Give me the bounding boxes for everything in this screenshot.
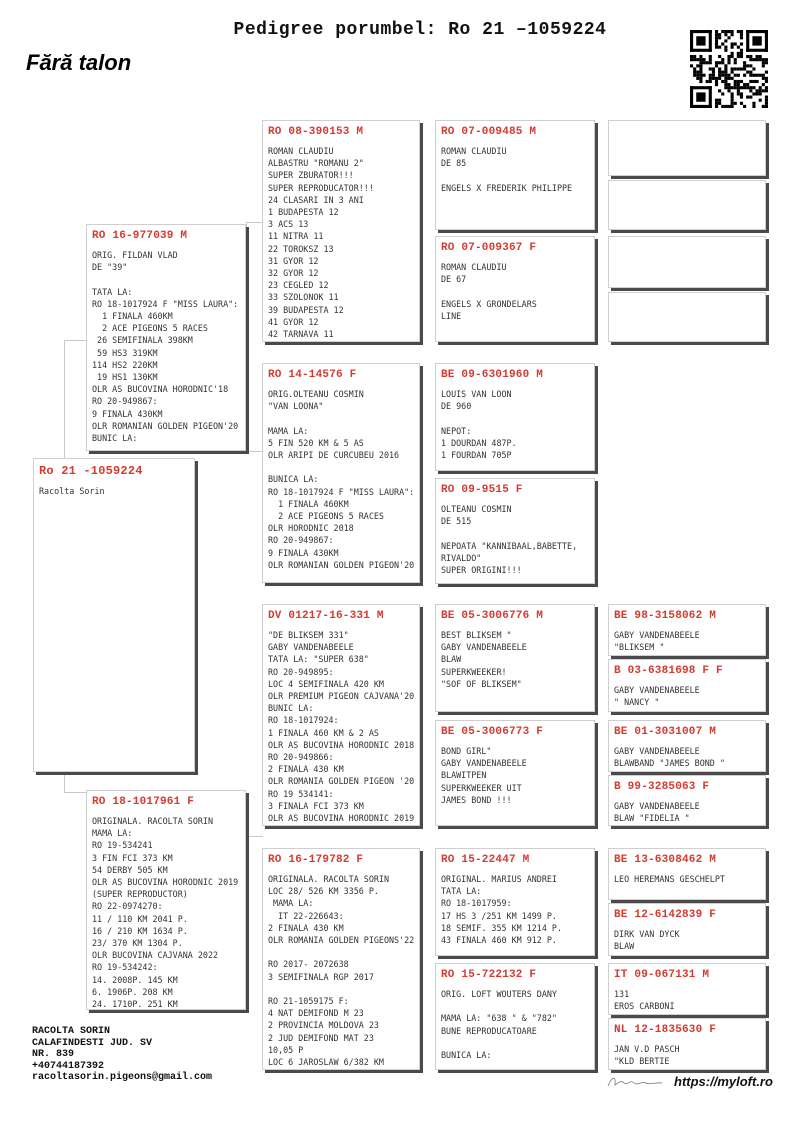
ring-number: RO 15-722132 F	[441, 969, 537, 981]
pedigree-info-line: 39 BUDAPESTA 12	[268, 304, 344, 315]
pedigree-info-line: 11 / 110 KM 2041 P.	[92, 913, 188, 924]
pedigree-info-line: DE "39"	[92, 262, 128, 273]
pedigree-info-line: 14. 2008P. 145 KM	[92, 974, 178, 985]
page-title: Pedigree porumbel: Ro 21 –1059224	[233, 20, 607, 40]
pedigree-info-line: RO 18-1017959:	[441, 898, 512, 909]
pedigree-info-line	[441, 169, 589, 181]
pedigree-info-line: 2 ACE PIGEONS 5 RACES	[268, 511, 384, 522]
pedigree-info-line: 22 TOROKSZ 13	[268, 243, 334, 254]
pedigree-info-line: TATA LA:	[441, 886, 482, 897]
pedigree-info-line: BLAWITPEN	[441, 770, 487, 781]
pedigree-info-line	[441, 285, 589, 297]
pedigree-info-line: 1 FOURDAN 705P	[441, 450, 512, 461]
pedigree-info-line: EROS CARBONI	[614, 1001, 675, 1012]
pedigree-info-line: TATA LA: "SUPER 638"	[268, 654, 369, 665]
pedigree-card-sdd[interactable]	[435, 478, 595, 584]
pedigree-info-line: 1 FINALA 460KM	[92, 311, 173, 322]
pedigree-info-line: 24. 1710P. 251 KM	[92, 999, 178, 1010]
pedigree-info-line: MAMA LA:	[268, 898, 314, 909]
pedigree-info-line: DIRK VAN DYCK	[614, 929, 680, 939]
ring-number: BE 09-6301960 M	[441, 369, 544, 381]
pedigree-info-line: 10,05 P	[268, 1044, 304, 1055]
pedigree-info-line: 3 FIN FCI 373 KM	[92, 852, 173, 863]
pedigree-info-line	[268, 412, 414, 424]
pedigree-info-line: OLR ROMANIA GOLDEN PIGEONS'22	[268, 935, 415, 946]
pedigree-info-line: ALBASTRU "ROMANU 2"	[268, 158, 364, 169]
pedigree-info-line: Racolta Sorin	[39, 486, 105, 496]
pedigree-info-line: 18 SEMIF. 355 KM 1214 P.	[441, 922, 563, 933]
pedigree-info-line: 43 FINALA 460 KM 912 P.	[441, 935, 557, 946]
pedigree-info-line: RO 20-949895:	[268, 666, 334, 677]
pedigree-card-g4-5[interactable]	[608, 604, 766, 656]
pedigree-info-line: BLAWBAND "JAMES BOND "	[614, 758, 725, 769]
connector	[64, 772, 87, 793]
pedigree-info-line: "KLD BERTIE	[614, 1056, 670, 1067]
pedigree-card-g4-11[interactable]	[608, 963, 766, 1015]
pedigree-info-line: BUNE REPRODUCATOARE	[441, 1025, 537, 1036]
pedigree-info-line: BLAW	[614, 941, 635, 952]
pedigree-info-line: MAMA LA:	[268, 425, 309, 436]
pedigree-info-line: "VAN LOONA"	[268, 401, 324, 412]
pedigree-card-dam[interactable]	[86, 790, 246, 1010]
ring-number: RO 16-179782 F	[268, 854, 364, 866]
pedigree-info-line: DE 85	[441, 158, 467, 169]
pedigree-info-line: BLAW "FIDELIA "	[614, 813, 690, 824]
ring-number: Ro 21 -1059224	[39, 464, 143, 478]
pedigree-info-line: 41 GYOR 12	[268, 316, 319, 327]
pedigree-card-g4-3[interactable]	[608, 236, 766, 288]
pedigree-card-ddd[interactable]	[435, 963, 595, 1070]
pedigree-card-dsd[interactable]	[435, 720, 595, 826]
owner-phone: +40744187392	[32, 1060, 105, 1072]
pedigree-info-line: MAMA LA: "638 " & "782"	[441, 1013, 557, 1024]
pedigree-info-line: IT 22-226643:	[268, 910, 344, 921]
pedigree-info-line: "DE BLIKSEM 331"	[268, 630, 349, 640]
pedigree-info-line: 2 JUD DEMIFOND MAT 23	[268, 1032, 374, 1043]
pedigree-info-line	[441, 412, 589, 424]
pedigree-info-line: 19 HS1 130KM	[92, 372, 158, 383]
pedigree-card-subject[interactable]	[33, 458, 195, 772]
pedigree-info-line: RO 18-1017924 F "MISS LAURA":	[268, 486, 415, 497]
pedigree-info-line: GABY VANDENABEELE	[441, 758, 527, 769]
connector	[64, 340, 87, 459]
pedigree-info-line: ROMAN CLAUDIU	[268, 146, 334, 156]
ring-number: B 99-3285063 F	[614, 781, 710, 793]
pedigree-info-line: GABY VANDENABEELE	[441, 642, 527, 653]
ring-number: RO 16-977039 M	[92, 230, 188, 242]
pedigree-info-line: 6. 1906P. 208 KM	[92, 986, 173, 997]
pedigree-info-line: "BLIKSEM "	[614, 642, 665, 653]
pedigree-info-line: NEPOT:	[441, 425, 472, 436]
pedigree-info-line: LOUIS VAN LOON	[441, 389, 512, 399]
ring-number: RO 18-1017961 F	[92, 796, 195, 808]
website-link[interactable]: https://myloft.ro	[674, 1074, 773, 1089]
owner-line: RACOLTA SORIN	[32, 1026, 111, 1037]
pedigree-info-line: BUNICA LA:	[441, 1050, 492, 1061]
pedigree-info-line: NEPOATA "KANNIBAAL,BABETTE,	[441, 540, 578, 551]
pedigree-card-sss[interactable]	[435, 120, 595, 230]
pedigree-info-line: " NANCY "	[614, 697, 660, 708]
pedigree-info-line: 42 TARNAVA 11	[268, 329, 334, 340]
pedigree-info-line: RO 19-534242:	[92, 962, 158, 973]
pedigree-info-line: 16 / 210 KM 1634 P.	[92, 925, 188, 936]
pedigree-info-line: RO 22-0974270:	[92, 901, 163, 912]
qr-code-icon[interactable]	[690, 30, 768, 108]
pedigree-info-line: 26 SEMIFINALA 398KM	[92, 335, 193, 346]
pedigree-info-line: RO 20-949867:	[92, 396, 158, 407]
pedigree-info-line: GABY VANDENABEELE	[614, 746, 700, 756]
ring-number: NL 12-1835630 F	[614, 1024, 717, 1036]
pedigree-info-line: SUPERKWEEKER UIT	[441, 782, 522, 793]
pedigree-info-line	[92, 273, 240, 285]
ring-number: BE 05-3006776 M	[441, 610, 544, 622]
pedigree-info-line	[268, 983, 414, 995]
pedigree-card-sire-sire[interactable]	[262, 120, 420, 342]
ring-number: RO 08-390153 M	[268, 126, 364, 138]
pedigree-info-line: BUNIC LA:	[92, 433, 138, 444]
pedigree-card-g4-9[interactable]	[608, 848, 766, 900]
pedigree-card-dam-sire[interactable]	[262, 604, 420, 826]
pedigree-card-dss[interactable]	[435, 604, 595, 712]
ring-number: BE 05-3006773 F	[441, 726, 544, 738]
pedigree-info-line: 1 FINALA 460 KM & 2 AS	[268, 727, 379, 738]
owner-line: CALAFINDESTI JUD. SV	[32, 1037, 153, 1049]
pedigree-card-dam-dam[interactable]	[262, 848, 420, 1070]
pedigree-info-line	[268, 461, 414, 473]
ring-number: DV 01217-16-331 M	[268, 610, 384, 622]
pedigree-info-line: 32 GYOR 12	[268, 268, 319, 279]
ring-number: RO 07-009367 F	[441, 242, 537, 254]
pedigree-card-dds[interactable]	[435, 848, 595, 956]
ring-number: BE 12-6142839 F	[614, 909, 717, 921]
pedigree-card-sire-dam[interactable]	[262, 363, 420, 583]
pedigree-info-line: OLR ROMANIA GOLDEN PIGEON '20	[268, 776, 415, 787]
pedigree-info-line: JAMES BOND !!!	[441, 794, 512, 805]
pedigree-info-line	[268, 946, 414, 958]
pedigree-info-line: GABY VANDENABEELE	[614, 685, 700, 695]
pedigree-card-g4-12[interactable]	[608, 1018, 766, 1070]
pedigree-info-line: GABY VANDENABEELE	[268, 642, 354, 653]
pedigree-info-line: RO 2017- 2072638	[268, 959, 349, 970]
pedigree-info-line: DE 67	[441, 274, 467, 285]
pedigree-info-line: ORIGINAL. MARIUS ANDREI	[441, 874, 557, 884]
pedigree-info-line: ORIGINALA. RACOLTA SORIN	[92, 816, 214, 826]
pedigree-info-line: LOC 6 JAROSLAW 6/382 KM	[268, 1057, 384, 1068]
pedigree-info-line: 54 DERBY 505 KM	[92, 864, 168, 875]
pedigree-info-line: ORIG. FILDAN VLAD	[92, 250, 178, 260]
pedigree-info-line	[441, 1037, 589, 1049]
pedigree-info-line: ROMAN CLAUDIU	[441, 262, 507, 272]
pedigree-info-line: BLAW	[441, 654, 462, 665]
pedigree-info-line: 3 FINALA FCI 373 KM	[268, 800, 364, 811]
pedigree-card-g4-1[interactable]	[608, 120, 766, 176]
pedigree-info-line: 3 SEMIFINALA RGP 2017	[268, 971, 374, 982]
pedigree-info-line: ENGELS X FREDERIK PHILIPPE	[441, 182, 573, 193]
pedigree-info-line: JAN V.D PASCH	[614, 1044, 680, 1054]
pedigree-info-line: GABY VANDENABEELE	[614, 630, 700, 640]
pedigree-info-line: 11 NITRA 11	[268, 231, 324, 242]
pedigree-info-line: LOC 4 SEMIFINALA 420 KM	[268, 678, 384, 689]
pedigree-info-line: DE 960	[441, 401, 472, 412]
ring-number: BE 98-3158062 M	[614, 610, 717, 622]
pedigree-info-line: BUNICA LA:	[268, 474, 319, 485]
pedigree-info-line: 114 HS2 220KM	[92, 359, 158, 370]
pedigree-card-g4-8[interactable]	[608, 775, 766, 826]
pedigree-info-line: 2 ACE PIGEONS 5 RACES	[92, 323, 208, 334]
pedigree-info-line: 1 BUDAPESTA 12	[268, 207, 339, 218]
pedigree-info-line: LINE	[441, 310, 462, 321]
connector	[246, 796, 263, 837]
signature-icon	[606, 1074, 664, 1090]
pedigree-info-line: GABY VANDENABEELE	[614, 801, 700, 811]
pedigree-info-line: 17 HS 3 /251 KM 1499 P.	[441, 910, 557, 921]
pedigree-info-line: BUNIC LA:	[268, 703, 314, 714]
pedigree-info-line: ENGELS X GRONDELARS	[441, 298, 537, 309]
pedigree-info-line: RO 20-949866:	[268, 752, 334, 763]
pedigree-info-line: OLR AS BUCOVINA HORODNIC'18	[92, 384, 229, 395]
pedigree-info-line: (SUPER REPRODUCTOR)	[92, 889, 188, 900]
pedigree-info-line: RO 21-1059175 F:	[268, 996, 349, 1007]
ring-number: IT 09-067131 M	[614, 969, 710, 981]
pedigree-info-line: 9 FINALA 430KM	[92, 408, 163, 419]
pedigree-info-line: SUPER ORIGINI!!!	[441, 565, 522, 576]
pedigree-card-g4-6[interactable]	[608, 659, 766, 712]
pedigree-info-line: SUPER ZBURATOR!!!	[268, 170, 354, 181]
pedigree-info-line: 23 CEGLED 12	[268, 280, 329, 291]
ring-number: RO 14-14576 F	[268, 369, 357, 381]
pedigree-info-line: 2 FINALA 430 KM	[268, 922, 344, 933]
pedigree-info-line: RO 19-534241	[92, 840, 153, 851]
pedigree-card-g4-2[interactable]	[608, 180, 766, 230]
ring-number: RO 09-9515 F	[441, 484, 523, 496]
pedigree-info-line: 5 FIN 520 KM & 5 AS	[268, 437, 364, 448]
pedigree-card-g4-7[interactable]	[608, 720, 766, 772]
owner-email[interactable]: racoltasorin.pigeons@gmail.com	[32, 1072, 213, 1083]
pedigree-info-line: OLR AS BUCOVINA HORODNIC 2018	[268, 739, 415, 750]
pedigree-info-line: RO 18-1017924 F "MISS LAURA":	[92, 298, 239, 309]
pedigree-info-line: SUPERKWEEKER!	[441, 666, 507, 677]
pedigree-info-line: OLTEANU COSMIN	[441, 504, 512, 514]
connector	[246, 222, 263, 452]
pedigree-info-line: 1 FINALA 460KM	[268, 498, 349, 509]
pedigree-info-line: OLR ROMANIAN GOLDEN PIGEON'20	[268, 559, 415, 570]
pedigree-info-line: LOC 28/ 526 KM 3356 P.	[268, 886, 379, 897]
pedigree-info-line: OLR ARIPI DE CURCUBEU 2016	[268, 450, 400, 461]
pedigree-info-line	[441, 527, 589, 539]
pedigree-info-line: BOND GIRL"	[441, 746, 492, 756]
pedigree-info-line: RO 19 534141:	[268, 788, 334, 799]
pedigree-info-line: 1 DOURDAN 487P.	[441, 437, 517, 448]
pedigree-info-line: SUPER REPRODUCATOR!!!	[268, 182, 374, 193]
ring-number: RO 07-009485 M	[441, 126, 537, 138]
pedigree-info-line: 9 FINALA 430KM	[268, 547, 339, 558]
pedigree-info-line: OLR AS BUCOVINA HORODNIC 2019	[268, 813, 415, 824]
pedigree-info-line: MAMA LA:	[92, 828, 133, 839]
pedigree-info-line: 131	[614, 989, 630, 999]
pedigree-info-line: ORIG.OLTEANU COSMIN	[268, 389, 364, 399]
ring-number: RO 15-22447 M	[441, 854, 530, 866]
pedigree-info-line: OLR HORODNIC 2018	[268, 523, 354, 534]
pedigree-info-line: OLR ROMANIAN GOLDEN PIGEON'20	[92, 420, 239, 431]
pedigree-info-line: RIVALDO"	[441, 552, 482, 563]
owner-contact	[32, 1026, 212, 1084]
pedigree-card-sds[interactable]	[435, 363, 595, 471]
pedigree-card-g4-4[interactable]	[608, 292, 766, 342]
pedigree-info-line: DE 515	[441, 516, 472, 527]
pedigree-info-line: "SOF OF BLIKSEM"	[441, 678, 522, 689]
pedigree-info-line: 59 HS3 319KM	[92, 347, 158, 358]
pedigree-info-line: 3 ACS 13	[268, 219, 309, 230]
pedigree-card-g4-10[interactable]	[608, 903, 766, 956]
pedigree-info-line: RO 18-1017924:	[268, 715, 339, 726]
pedigree-info-line: BEST BLIKSEM "	[441, 630, 512, 640]
pedigree-info-line: 31 GYOR 12	[268, 255, 319, 266]
pedigree-info-line: TATA LA:	[92, 286, 133, 297]
pedigree-info-line: 2 PROVINCIA MOLDOVA 23	[268, 1020, 379, 1031]
pedigree-info-line: RO 20-949867:	[268, 535, 334, 546]
pedigree-info-line	[441, 1000, 589, 1012]
pedigree-info-line: 24 CLASARI IN 3 ANI	[268, 194, 364, 205]
pedigree-info-line: ORIGINALA. RACOLTA SORIN	[268, 874, 390, 884]
pedigree-card-sire[interactable]	[86, 224, 246, 451]
pedigree-info-line: 23/ 370 KM 1304 P.	[92, 938, 183, 949]
pedigree-info-line: ROMAN CLAUDIU	[441, 146, 507, 156]
pedigree-info-line: ORIG. LOFT WOUTERS DANY	[441, 989, 557, 999]
pedigree-info-line: 4 NAT DEMIFOND M 23	[268, 1008, 364, 1019]
pedigree-info-line: 33 SZOLONOK 11	[268, 292, 339, 303]
pedigree-info-line: 2 FINALA 430 KM	[268, 764, 344, 775]
ring-number: BE 01-3031007 M	[614, 726, 717, 738]
ring-number: BE 13-6308462 M	[614, 854, 717, 866]
pedigree-info-line: OLR BUCOVINA CAJVANA 2022	[92, 950, 219, 961]
pedigree-info-line: OLR PREMIUM PIGEON CAJVANA'20	[268, 691, 415, 702]
owner-line: NR. 839	[32, 1049, 75, 1060]
ring-number: B 03-6381698 F F	[614, 665, 723, 677]
pedigree-info-line: LEO HEREMANS GESCHELPT	[614, 874, 725, 884]
no-stub-note: Fără talon	[26, 50, 132, 75]
pedigree-card-ssd[interactable]	[435, 236, 595, 342]
pedigree-info-line: OLR AS BUCOVINA HORODNIC 2019	[92, 877, 239, 888]
